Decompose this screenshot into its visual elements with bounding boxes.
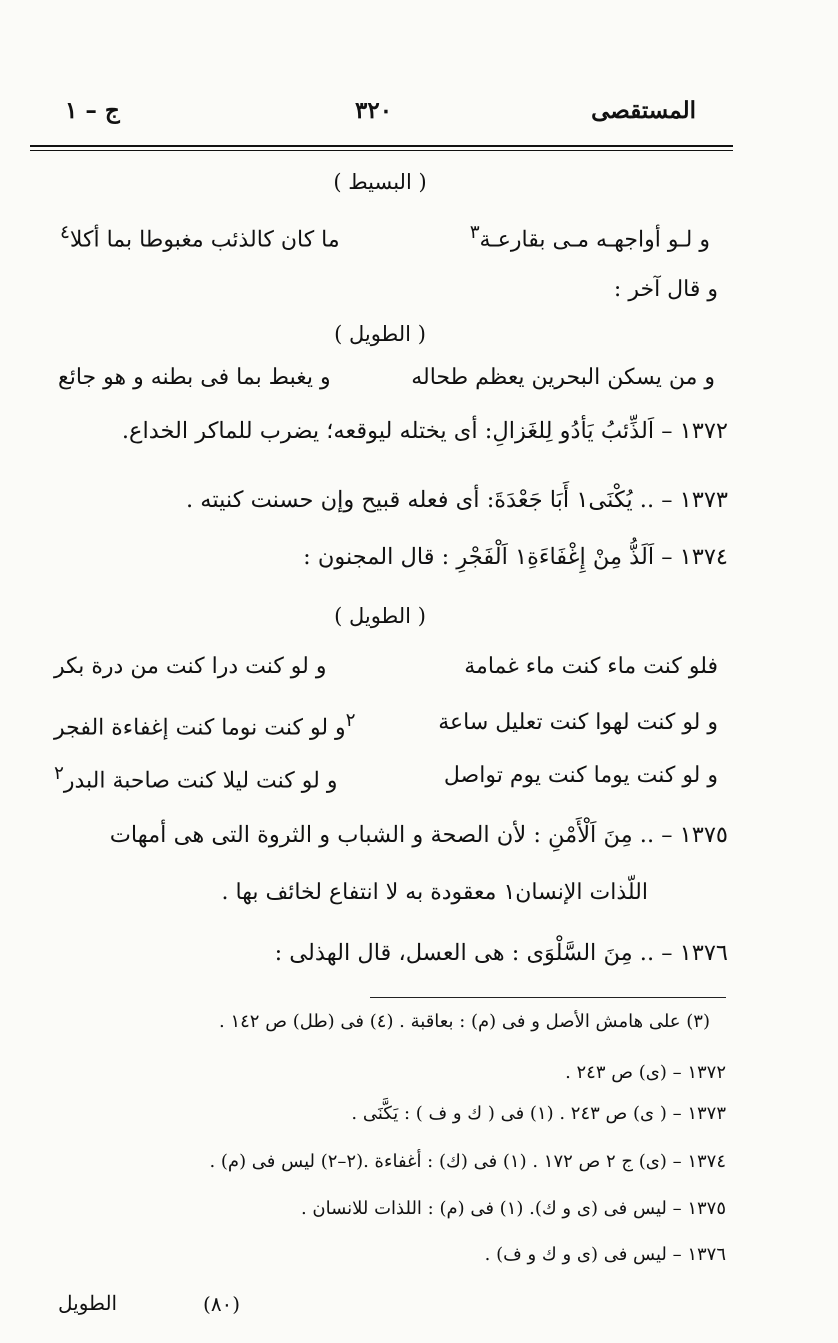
verse-hemistich-right: [470, 222, 710, 252]
verse-hemistich-left: [60, 222, 340, 252]
header-title: المستقصى: [591, 97, 696, 124]
verse-hemistich-right: و لو كنت لهوا كنت تعليل ساعة: [438, 710, 718, 735]
verse-text: و لو كنت نوما كنت إغفاءة الفجر: [54, 715, 346, 741]
footnote-mark: ٣: [469, 222, 480, 243]
verse-text: و لـو أواجهـه مـى بقارعـة: [479, 227, 710, 253]
verse-text: ما كان كالذئب مغبوطا بما أكلا: [69, 227, 340, 253]
entry-1372: ١٣٧٢ – اَلذِّئبُ يَأدُو لِلغَزالِ: أى يختله ليوقعه؛ يضرب للماكر الخداع.: [121, 418, 728, 444]
entry-1375-line2: اللّذات الإنسان١ معقودة به لا انتفاع لخائف بها .: [221, 880, 648, 905]
meter-heading: ( البسيط ): [333, 170, 427, 194]
verse-hemistich-left: و لو كنت درا كنت من درة بكر: [54, 654, 327, 679]
footnote-line: ١٣٧٥ – ليس فى (ى و ك). (١) فى (م) : اللذات للانسان .: [300, 1198, 726, 1219]
footnote-mark: ٢: [54, 763, 64, 784]
entry-1373: ١٣٧٣ – .. يُكْنَى١ أَبَا جَعْدَةَ: أى فعله قبيح وإن حسنت كنيته .: [185, 487, 728, 513]
footnote-line: ١٣٧٣ – ( ى) ص ٢٤٣ . (١) فى ( ك و ف ) : يَكَّنَى .: [351, 1103, 726, 1124]
footnote-line: (٣) على هامش الأصل و فى (م) : بعاقبة . (٤) فى (طل) ص ١٤٢ .: [219, 1011, 710, 1032]
verse-hemistich-left: و يغبط بما فى بطنه و هو جائع: [58, 365, 331, 390]
header-volume: ج – ١: [65, 97, 120, 124]
footnote-line: ١٣٧٢ – (ى) ص ٢٤٣ .: [565, 1062, 726, 1083]
signature-mark: (٨٠): [203, 1292, 241, 1316]
verse-hemistich-right: و لو كنت يوما كنت يوم تواصل: [443, 763, 718, 788]
footnote-line: ١٣٧٤ – (ى) ج ٢ ص ١٧٢ . (١) فى (ك) : أغفاءة .(٢–٢) ليس فى (م) .: [209, 1151, 726, 1172]
entry-1375-line1: ١٣٧٥ – .. مِنَ اَلْأَمْنِ : لأن الصحة و الشباب و الثروة التى هى أمهات: [109, 822, 728, 848]
verse-hemistich-left: [54, 710, 356, 740]
footnote-mark: ٤: [60, 222, 70, 243]
header-rule-top: [30, 145, 733, 147]
meter-heading: ( الطويل ): [334, 322, 426, 346]
verse-text: و لو كنت ليلا كنت صاحبة البدر: [63, 768, 338, 794]
verse-hemistich-right: و من يسكن البحرين يعظم طحاله: [411, 365, 715, 390]
header-rule-bottom: [30, 150, 733, 151]
catchword: الطويل: [58, 1291, 118, 1315]
footnote-rule: [370, 997, 726, 998]
footnote-line: ١٣٧٦ – ليس فى (ى و ك و ف) .: [484, 1244, 726, 1265]
footnote-mark: ٢: [345, 710, 356, 731]
entry-1374: ١٣٧٤ – اَلَذُّ مِنْ إِغْفَاءَةِ١ اَلْفَجْرِ : قال المجنون :: [303, 544, 728, 570]
verse-hemistich-right: فلو كنت ماء كنت ماء غمامة: [464, 654, 718, 679]
said-other-line: و قال آخر :: [613, 277, 718, 302]
meter-heading: ( الطويل ): [334, 604, 426, 628]
header-page-number: ٣٢٠: [355, 97, 393, 124]
entry-1376: ١٣٧٦ – .. مِنَ السَّلْوَى : هى العسل، قال الهذلى :: [274, 940, 728, 966]
verse-hemistich-left: [54, 763, 337, 793]
